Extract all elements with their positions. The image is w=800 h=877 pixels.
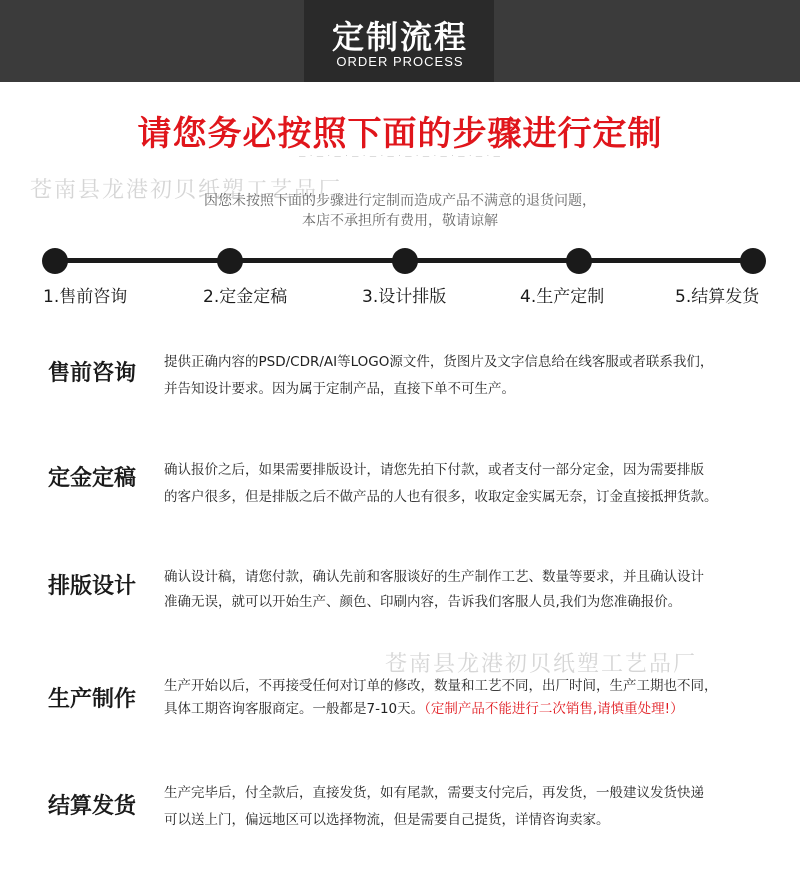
timeline-dot <box>217 248 243 274</box>
decorative-fine-print: — · — · — · — · — · — · — · — · — · — · — · — <box>298 152 502 160</box>
section-text: 提供正确内容的PSD/CDR/AI等LOGO源文件，货图片及文字信息给在线客服或者联系我们， <box>164 354 714 370</box>
section-text: 生产完毕后，付全款后，直接发货，如有尾款，需要支付完后，再发货，一般建议发货快递 <box>164 785 704 801</box>
section-text: 生产开始以后，不再接受任何对订单的修改，数量和工艺不同，出厂时间，生产工期也不同， <box>164 678 718 694</box>
step-label: 4.生产定制 <box>520 287 605 307</box>
section-text: 准确无误，就可以开始生产、颜色、印刷内容，告诉我们客服人员,我们为您准确报价。 <box>164 594 682 610</box>
section-text: 确认设计稿，请您付款，确认先前和客服谈好的生产制作工艺、数量等要求，并且确认设计 <box>164 569 704 585</box>
step-label: 3.设计排版 <box>362 287 447 307</box>
section-title-presale: 售前咨询 <box>48 361 137 386</box>
step-label: 2.定金定稿 <box>203 287 288 307</box>
section-title-layout: 排版设计 <box>48 574 137 599</box>
watermark-top: 苍南县龙港初贝纸塑工艺品厂 <box>30 178 343 203</box>
step-label: 5.结算发货 <box>675 287 760 307</box>
notice-line-1: 因您未按照下面的步骤进行定制而造成产品不满意的退货问题， <box>204 193 596 209</box>
header-banner <box>0 0 800 82</box>
instruction-heading: 请您务必按照下面的步骤进行定制 <box>137 114 663 154</box>
section-text: 具体工期咨询客服商定。一般都是7-10天。 <box>164 701 425 717</box>
section-text-line <box>164 697 684 717</box>
section-text: 可以送上门，偏远地区可以选择物流，但是需要自己提货，详情咨询卖家。 <box>164 812 610 828</box>
section-title-production: 生产制作 <box>48 687 137 712</box>
page-subtitle: ORDER PROCESS <box>336 54 464 69</box>
section-title-deposit: 定金定稿 <box>48 466 137 491</box>
page-title: 定制流程 <box>331 18 468 56</box>
section-text: 的客户很多，但是排版之后不做产品的人也有很多，收取定金实属无奈，订金直接抵押货款。 <box>164 489 718 505</box>
timeline-dot <box>566 248 592 274</box>
section-text: 确认报价之后，如果需要排版设计，请您先拍下付款，或者支付一部分定金，因为需要排版 <box>164 462 704 478</box>
resale-warning: （定制产品不能进行二次销售,请慎重处理!） <box>424 701 684 717</box>
watermark-middle: 苍南县龙港初贝纸塑工艺品厂 <box>385 652 698 677</box>
section-text: 并告知设计要求。因为属于定制产品，直接下单不可生产。 <box>164 381 515 397</box>
timeline-dot <box>392 248 418 274</box>
step-label: 1.售前咨询 <box>43 287 128 307</box>
section-title-settlement: 结算发货 <box>48 794 137 819</box>
timeline-dot <box>740 248 766 274</box>
notice-line-2: 本店不承担所有费用，敬请谅解 <box>302 213 498 229</box>
timeline-dot <box>42 248 68 274</box>
